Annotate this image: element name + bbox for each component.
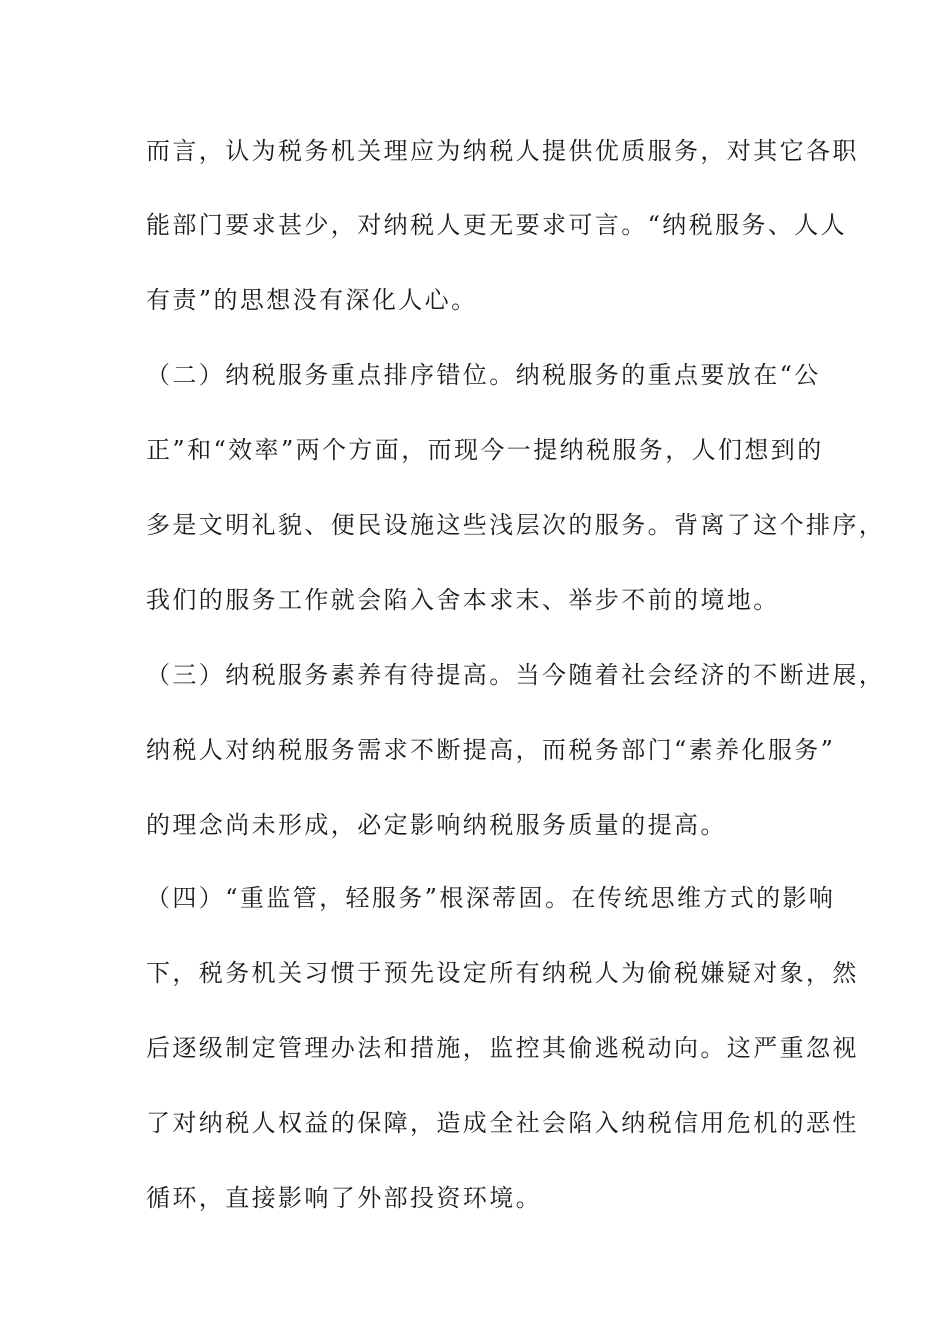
text-line: 而言，认为税务机关理应为纳税人提供优质服务，对其它各职 (146, 137, 859, 165)
text-line: 能部门要求甚少，对纳税人更无要求可言。“纳税服务、人人 (146, 211, 848, 239)
text-line: 的理念尚未形成，必定影响纳税服务质量的提高。 (146, 811, 727, 839)
text-line: （二）纳税服务重点排序错位。纳税服务的重点要放在“公 (146, 361, 821, 389)
text-line: 多是文明礼貌、便民设施这些浅层次的服务。背离了这个排序， (146, 511, 886, 539)
text-line: 循环，直接影响了外部投资环境。 (146, 1184, 542, 1212)
text-line: 下，税务机关习惯于预先设定所有纳税人为偷税嫌疑对象，然 (146, 959, 859, 987)
text-line: 正”和“效率”两个方面，而现今一提纳税服务，人们想到的 (146, 436, 824, 464)
text-line: 有责”的思想没有深化人心。 (146, 286, 478, 314)
text-line: 后逐级制定管理办法和措施，监控其偷逃税动向。这严重忽视 (146, 1034, 859, 1062)
text-line: （四）“重监管，轻服务”根深蒂固。在传统思维方式的影响 (146, 884, 836, 912)
text-line: 纳税人对纳税服务需求不断提高，而税务部门“素养化服务” (146, 736, 836, 764)
text-line: 了对纳税人权益的保障，造成全社会陷入纳税信用危机的恶性 (146, 1109, 859, 1137)
text-line: （三）纳税服务素养有待提高。当今随着社会经济的不断进展， (146, 661, 886, 689)
text-line: 我们的服务工作就会陷入舍本求末、举步不前的境地。 (146, 586, 780, 614)
